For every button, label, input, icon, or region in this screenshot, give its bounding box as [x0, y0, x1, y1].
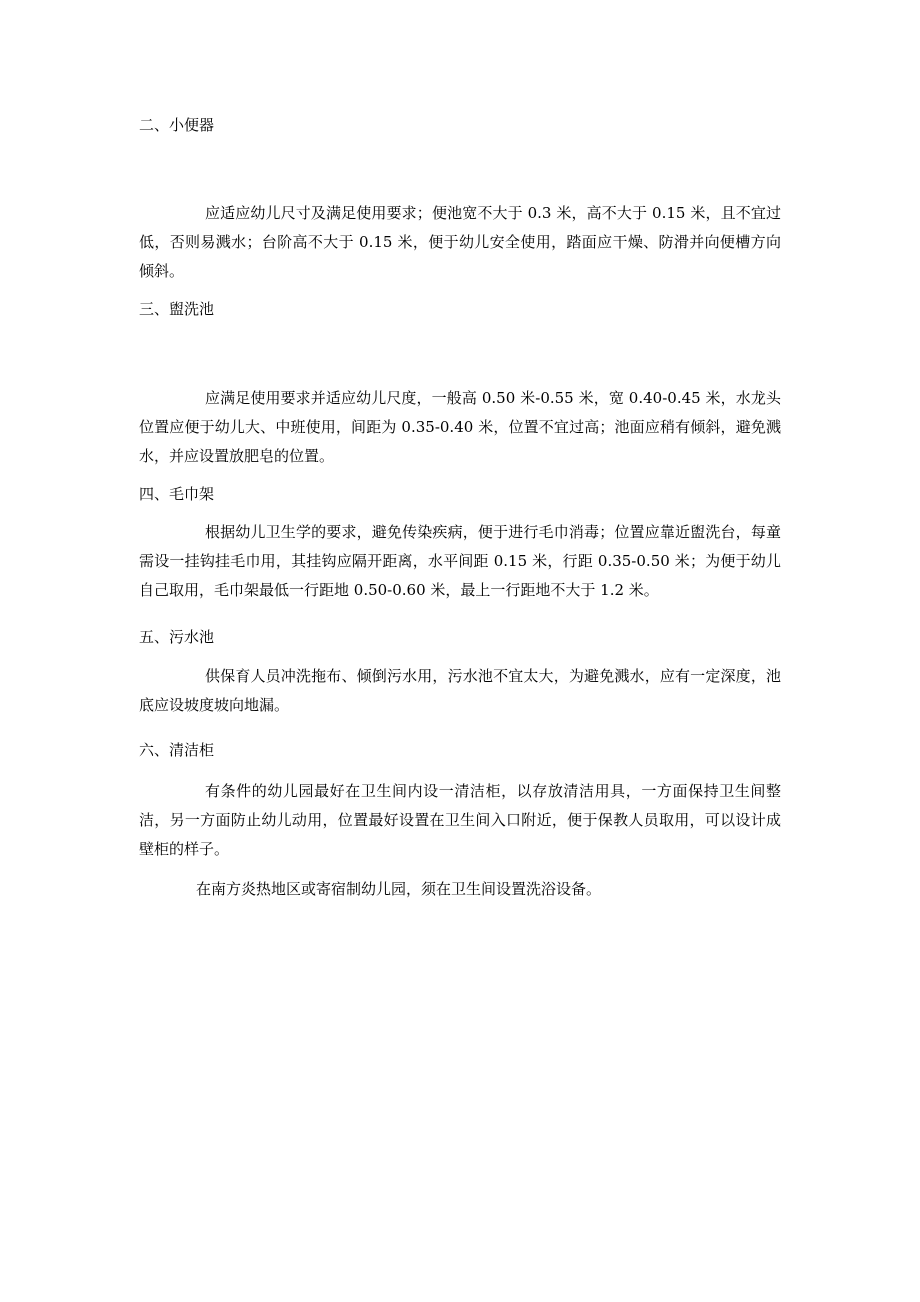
- section-heading-cleaning-cabinet: 六、清洁柜: [139, 741, 215, 759]
- section-body-washbasin: 应满足使用要求并适应幼儿尺度，一般高 0.50 米-0.55 米，宽 0.40-0.45 米，水龙头位置应便于幼儿大、中班使用，间距为 0.35-0.40 米，位置不宜过高；池面应稍有倾斜，避免溅水，并应设置放肥皂的位置。: [139, 389, 781, 465]
- section-body-sewage-sink: 供保育人员冲洗拖布、倾倒污水用，污水池不宜太大，为避免溅水，应有一定深度，池底应设坡度坡向地漏。: [139, 667, 781, 714]
- closing-note: 在南方炎热地区或寄宿制幼儿园，须在卫生间设置洗浴设备。: [196, 880, 602, 898]
- section-body-cleaning-cabinet: 有条件的幼儿园最好在卫生间内设一清洁柜，以存放清洁用具，一方面保持卫生间整洁，另一方面防止幼儿动用，位置最好设置在卫生间入口附近，便于保教人员取用，可以设计成壁柜的样子。: [139, 782, 781, 858]
- section-heading-urinal: 二、小便器: [139, 116, 215, 134]
- section-body-urinal: 应适应幼儿尺寸及满足使用要求；便池宽不大于 0.3 米，高不大于 0.15 米，且不宜过低，否则易溅水；台阶高不大于 0.15 米，便于幼儿安全使用，踏面应干燥、防滑并向便槽方向倾斜。: [139, 204, 781, 280]
- section-heading-towel-rack: 四、毛巾架: [139, 485, 215, 503]
- section-heading-sewage-sink: 五、污水池: [139, 628, 215, 646]
- section-body-towel-rack: 根据幼儿卫生学的要求，避免传染疾病，便于进行毛巾消毒；位置应靠近盥洗台，每童需设一挂钩挂毛巾用，其挂钩应隔开距离，水平间距 0.15 米，行距 0.35-0.50 米；为便于幼儿自己取用，毛巾架最低一行距地 0.50-0.60 米，最上一行距地不大于 1.2 米。: [139, 523, 781, 599]
- section-heading-washbasin: 三、盥洗池: [139, 300, 215, 318]
